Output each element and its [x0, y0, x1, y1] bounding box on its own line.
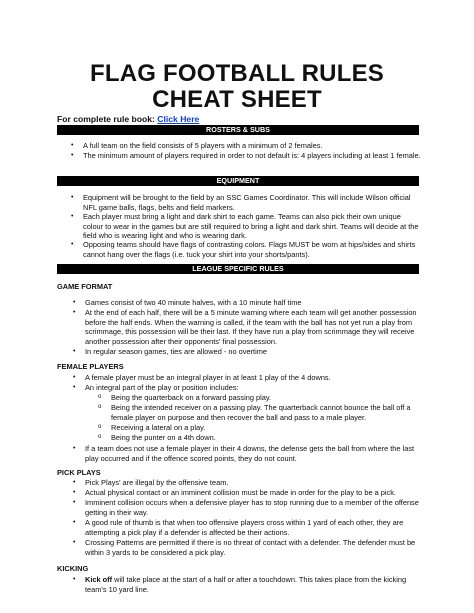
sub-bullet-circle: o — [98, 394, 102, 400]
female-players-title: FEMALE PLAYERS — [57, 362, 124, 371]
rulebook-link[interactable]: Click Here — [157, 114, 200, 124]
bullet-dot: • — [73, 299, 76, 306]
pick-plays-item-4: A good rule of thumb is that when too offensive players cross within 1 yard of each other, they are attempting a pick play if a defender is affected be their actions. — [85, 518, 404, 537]
pick-plays-item-2: Actual physical contact or an imminent collision must be made in order for the play to be a pick. — [85, 488, 396, 497]
bullet-dot: • — [71, 142, 74, 149]
female-players-subitem-1: Being the quarterback on a forward passing play. — [111, 393, 272, 402]
bullet-dot: • — [71, 152, 74, 159]
rulebook-prefix: For complete rule book: — [57, 114, 155, 124]
pick-plays-item-3: Imminent collision occurs when a defensive player has to stop running due to a member of the offense getting in their way. — [85, 498, 419, 517]
section-header-league-rules: LEAGUE SPECIFIC RULES — [57, 264, 419, 274]
page-title-line-1: FLAG FOOTBALL RULES — [89, 60, 384, 87]
sub-bullet-circle: o — [98, 404, 102, 410]
game-format-item-2: At the end of each half, there will be a 5 minute warning where each team will get another possession before the half ends. When the warning is called, if the team with the ball has not yet run a play from scrimmage, this possession will be their last. If they have run a play from scrimmage they will receive another possession after their opponents' final possession. — [85, 308, 417, 346]
bullet-dot: • — [73, 445, 76, 452]
pick-plays-title: PICK PLAYS — [57, 468, 101, 477]
kick-off-text: will take place at the start of a half or after a touchdown. This takes place from the kicking team's 10 yard line. — [85, 575, 407, 594]
kick-off-label: Kick off — [85, 575, 113, 584]
rulebook-line — [57, 114, 199, 125]
page-title-line-2: CHEAT SHEET — [152, 86, 322, 113]
bullet-dot: • — [73, 479, 76, 486]
bullet-dot: • — [73, 374, 76, 381]
pick-plays-item-5: Crossing Patterns are permitted if there is no threat of contact with a defender. The defender must be within 3 yards to be considered a pick play. — [85, 538, 416, 557]
kicking-title: KICKING — [57, 564, 89, 573]
female-players-final-item: If a team does not use a female player in their 4 downs, the defense gets the ball from where the last play occurred and if the offence scored points, they do not count. — [85, 444, 415, 463]
bullet-dot: • — [73, 309, 76, 316]
sub-bullet-circle: o — [98, 434, 102, 440]
female-players-subitem-3: Receiving a lateral on a play. — [111, 423, 206, 432]
equipment-item-1: Equipment will be brought to the field by an SSC Games Coordinator. This will include Wilson official NFL game balls, flags, belts and field markers. — [83, 193, 411, 212]
game-format-item-3: In regular season games, ties are allowed - no overtime — [85, 347, 267, 356]
female-players-item-1: A female player must be an integral player in at least 1 play of the 4 downs. — [85, 373, 331, 382]
bullet-dot: • — [73, 348, 76, 355]
pick-plays-item-1: Pick Plays' are illegal by the offensive team. — [85, 478, 229, 487]
sub-bullet-circle: o — [98, 424, 102, 430]
game-format-title: GAME FORMAT — [57, 282, 113, 291]
kicking-item — [85, 575, 421, 594]
bullet-dot: • — [73, 499, 76, 506]
section-header-rosters: ROSTERS & SUBS — [57, 125, 419, 135]
rosters-item-1: A full team on the field consists of 5 players with a minimum of 2 females. — [83, 141, 323, 150]
rosters-item-2: The minimum amount of players required in order to not default is: 4 players including at least 1 female. — [83, 151, 421, 160]
equipment-item-2: Each player must bring a light and dark shirt to each game. Teams can also pick their own unique colour to wear in the games but are still required to bring a light and dark shirt. Teams will decide at the field who is wearing light and who is wearing dark. — [83, 212, 419, 240]
bullet-dot: • — [73, 489, 76, 496]
bullet-dot: • — [73, 576, 76, 583]
bullet-dot: • — [73, 539, 76, 546]
equipment-item-3: Opposing teams should have flags of contrasting colors. Flags MUST be worn at hips/sides and shirts cannot hang over the flags (i.e. tuck your shirt into your shorts/pants). — [83, 240, 416, 259]
female-players-item-2: An integral part of the play or position includes: — [85, 383, 239, 392]
bullet-dot: • — [71, 213, 74, 220]
game-format-item-1: Games consist of two 40 minute halves, with a 10 minute half time — [85, 298, 302, 307]
bullet-dot: • — [73, 384, 76, 391]
female-players-subitem-2: Being the intended receiver on a passing play. The quarterback cannot bounce the ball off a female player on purpose and then recover the ball and pass to a male player. — [111, 403, 411, 422]
bullet-dot: • — [73, 519, 76, 526]
bullet-dot: • — [71, 194, 74, 201]
bullet-dot: • — [71, 241, 74, 248]
section-header-equipment: EQUIPMENT — [57, 176, 419, 186]
female-players-subitem-4: Being the punter on a 4th down. — [111, 433, 216, 442]
